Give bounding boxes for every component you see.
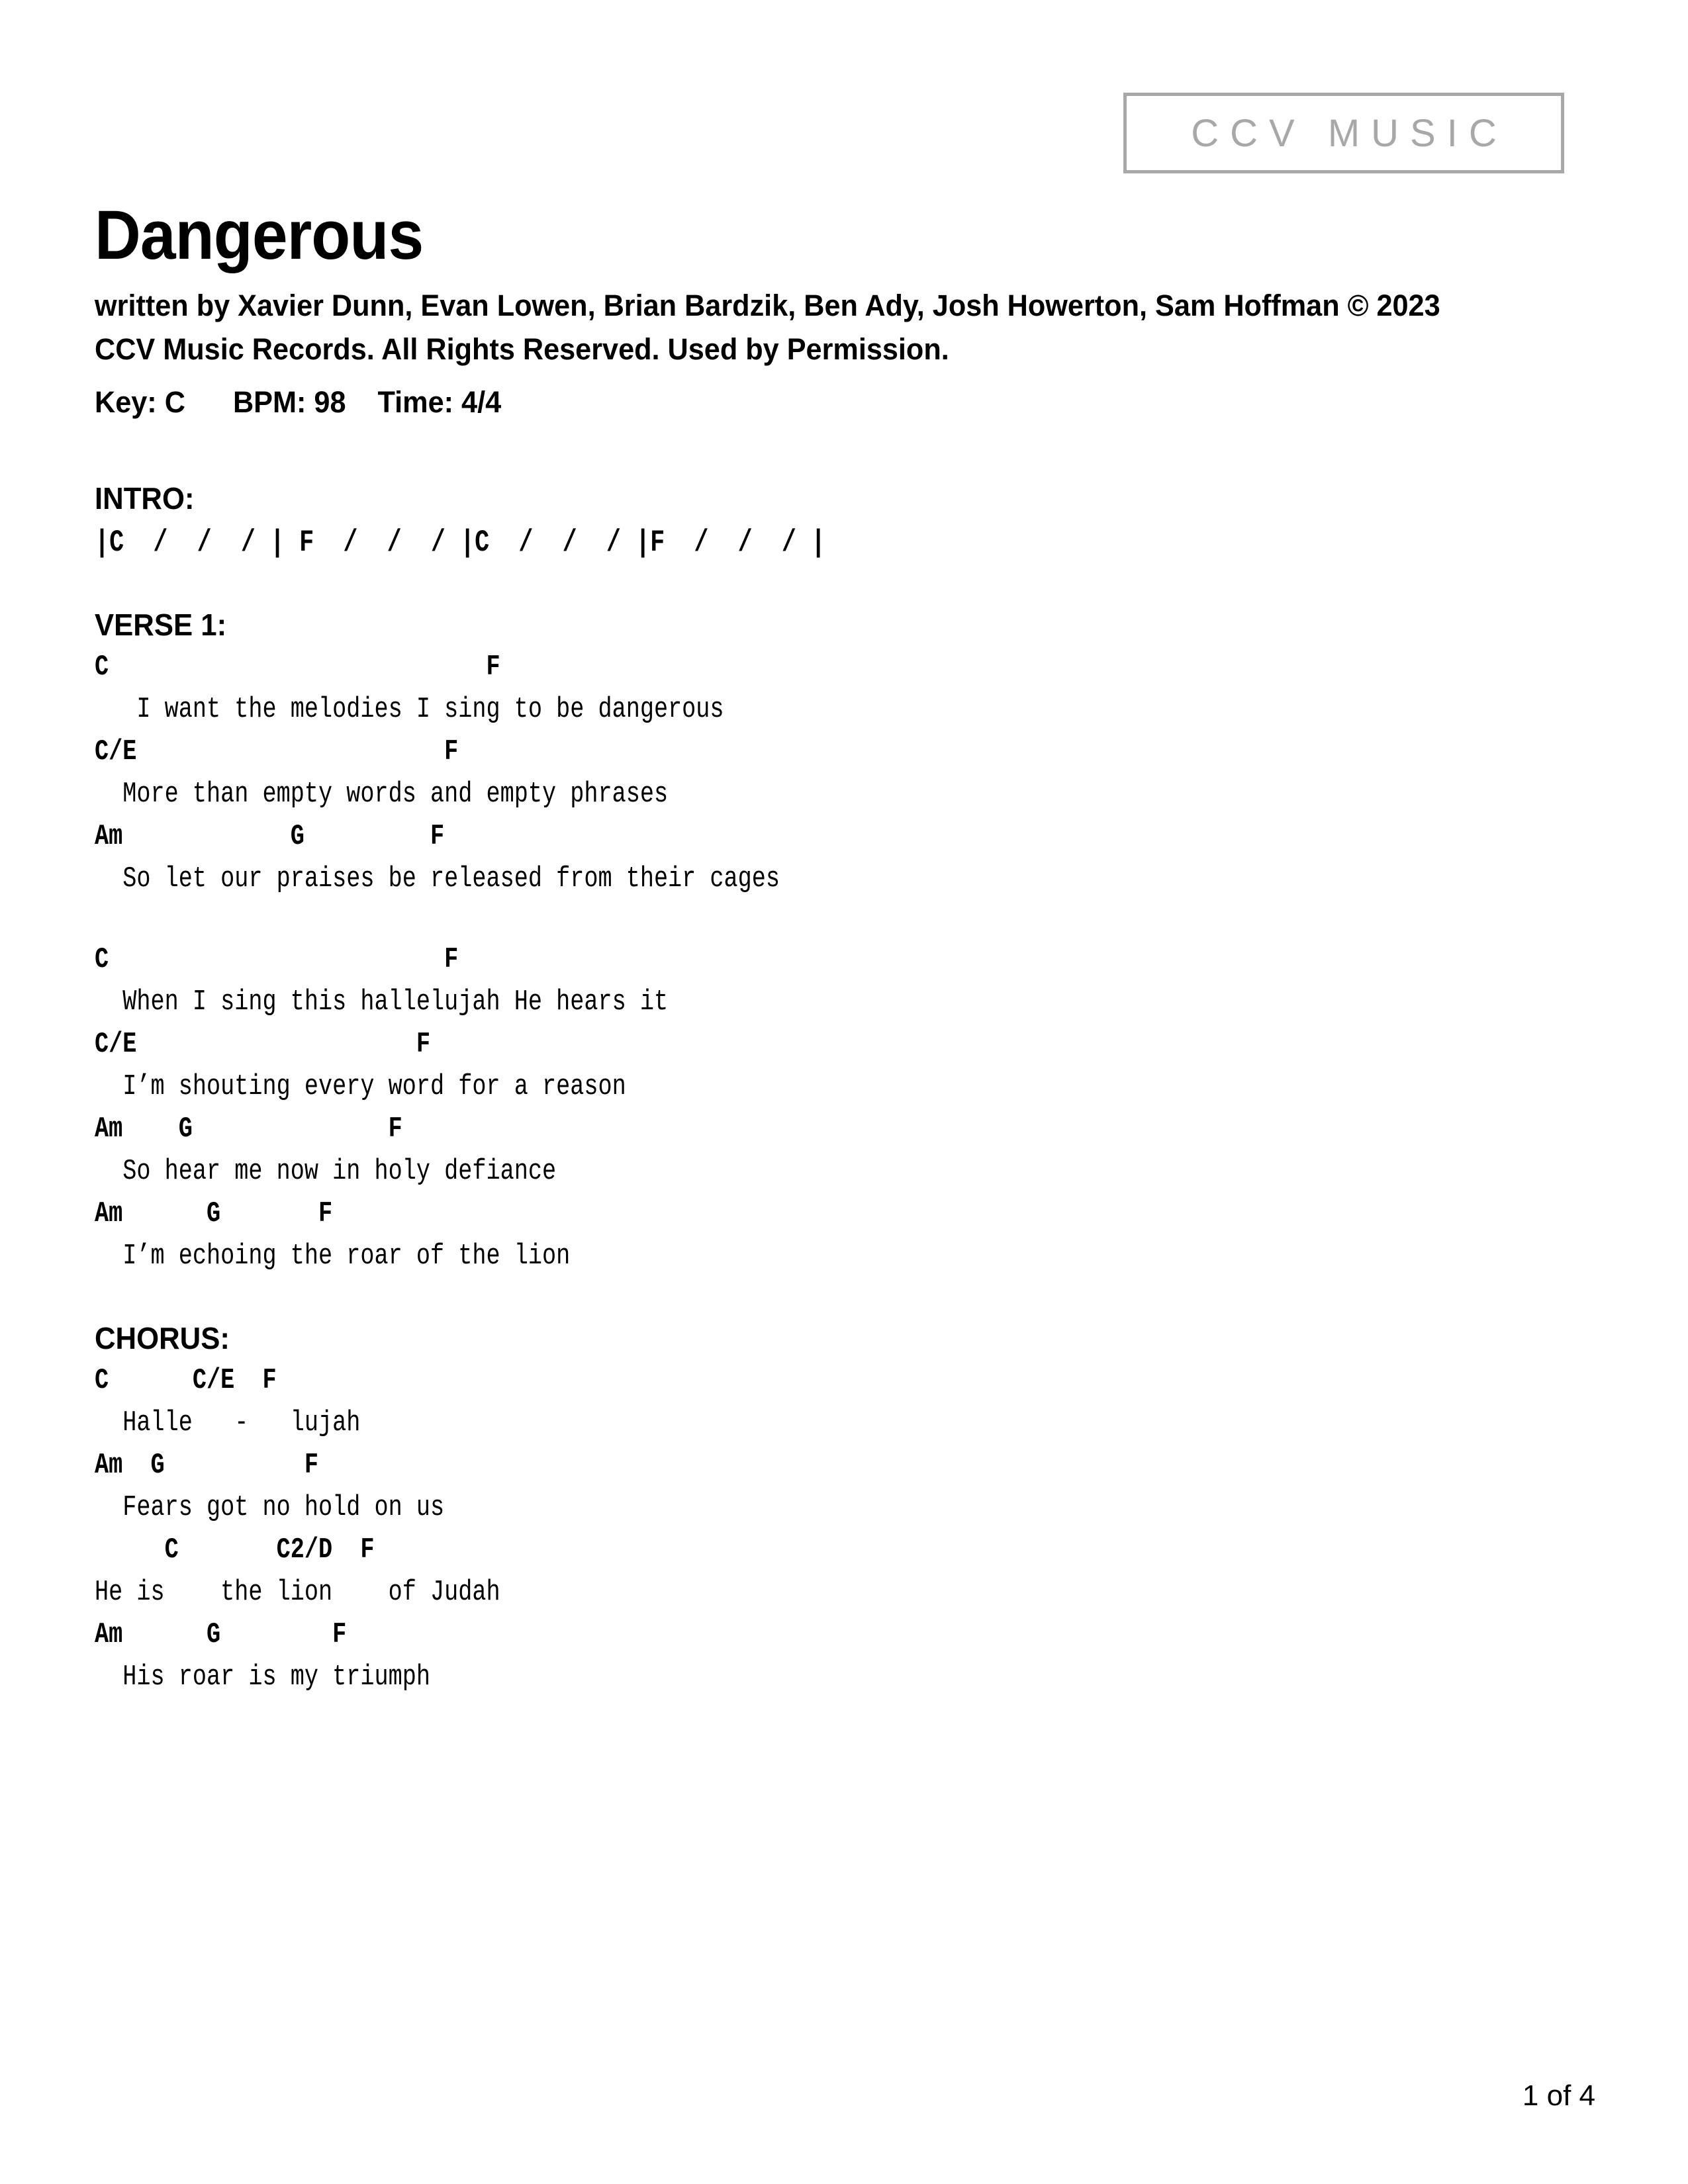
lyric-line: Fears got no hold on us xyxy=(95,1491,445,1525)
lyric-line: Halle - lujah xyxy=(95,1406,361,1440)
section-spacer xyxy=(95,565,1597,603)
spacer-line xyxy=(95,901,1597,939)
section-label: INTRO: xyxy=(95,481,195,516)
ccv-music-logo-text: CCV MUSIC xyxy=(1191,111,1508,155)
chord-line: C C2/D F xyxy=(95,1533,375,1567)
chord-line: C F xyxy=(95,650,500,684)
document-content xyxy=(95,199,1597,1737)
lyric-line: So let our praises be released from their cages xyxy=(95,862,780,895)
song-credits: written by Xavier Dunn, Evan Lowen, Brian Bardzik, Ben Ady, Josh Howerton, Sam Hoffman © 2023 CCV Music Records. All Rights Reserved. Used by Permission. xyxy=(95,289,1440,366)
lyric-line: When I sing this hallelujah He hears it xyxy=(95,985,669,1019)
song-meta-line: Key: C BPM: 98 Time: 4/4 xyxy=(95,385,502,420)
section-verse1 xyxy=(95,603,1597,1316)
chord-line: Am G F xyxy=(95,1618,347,1652)
section-spacer xyxy=(95,1699,1597,1737)
lyric-line: I’m echoing the roar of the lion xyxy=(95,1239,571,1273)
section-label: VERSE 1: xyxy=(95,607,227,642)
chord-line: C C/E F xyxy=(95,1364,277,1398)
section-intro xyxy=(95,477,1597,602)
chord-line: Am G F xyxy=(95,1449,318,1482)
lyric-line: His roar is my triumph xyxy=(95,1661,430,1694)
lyric-line: More than empty words and empty phrases xyxy=(95,777,669,811)
section-chorus xyxy=(95,1316,1597,1737)
ccv-music-logo xyxy=(1123,93,1564,173)
chord-chart-body xyxy=(95,477,1597,1737)
chord-line: C/E F xyxy=(95,735,459,768)
chord-line: Am G F xyxy=(95,819,445,853)
page-number-footer: 1 of 4 xyxy=(1522,2079,1595,2112)
lyric-line: I’m shouting every word for a reason xyxy=(95,1069,626,1103)
lyric-line: So hear me now in holy defiance xyxy=(95,1154,557,1188)
song-title: Dangerous xyxy=(95,197,424,274)
chord-line: C F xyxy=(95,942,459,976)
section-label: CHORUS: xyxy=(95,1320,230,1355)
lyric-line: I want the melodies I sing to be dangerous xyxy=(95,692,724,726)
chord-line: Am G F xyxy=(95,1112,402,1146)
chord-line: Am G F xyxy=(95,1197,333,1230)
bar-notation-line: |C / / / | F / / / |C / / / |F / / / | xyxy=(95,525,826,560)
lyric-line: He is the lion of Judah xyxy=(95,1576,500,1610)
section-spacer xyxy=(95,1278,1597,1316)
chord-line: C/E F xyxy=(95,1027,430,1061)
